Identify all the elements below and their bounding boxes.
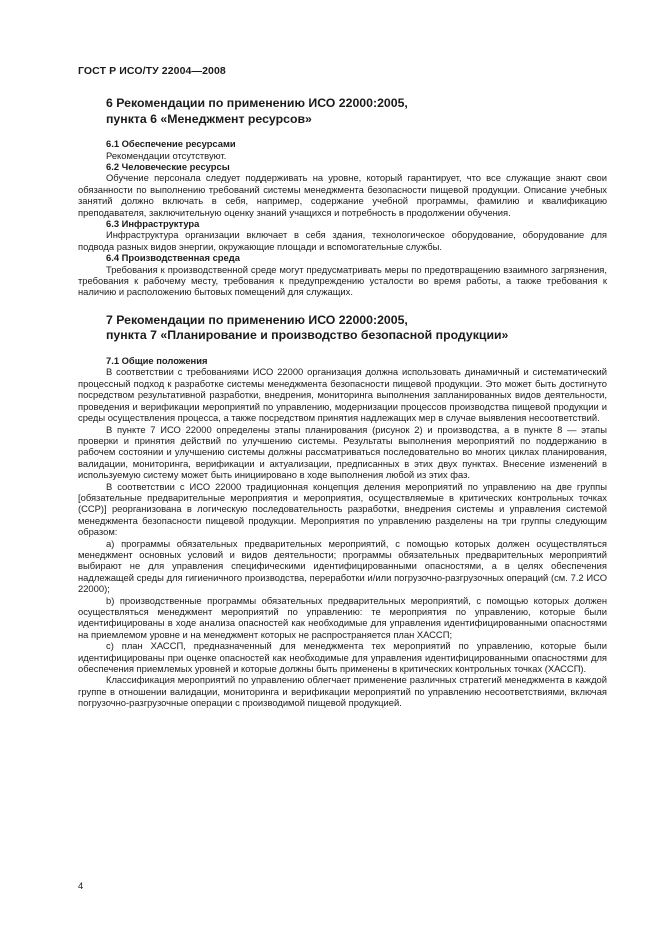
paragraph: В соответствии с ИСО 22000 традиционная концепция деления мероприятий по управлению на две группы [обязательные предварительные мероприятия и мероприятия, осуществляемые в критических контрольных точках (ССР)] реорганизована в логическую последовательность разработки, внедрения системы и управления системой менеджмента безопасности пищевой продукции. Мероприятия по управлению разделены на три группы следующим образом: — [78, 480, 607, 538]
subsection-6-1-text: Рекомендации отсутствуют. — [106, 149, 227, 161]
list-item-c: c) план ХАССП, предназначенный для менеджмента тех мероприятий по управлению, которые были идентифицированы при оценке опасностей как необходимые для управления идентифицированными опасностями для обеспечения приемлемых уровней и которые должны быть применены в критических контрольных точках (ХАССП). — [78, 640, 607, 675]
document-header: ГОСТ Р ИСО/ТУ 22004—2008 — [78, 65, 226, 77]
section-7-title-line-1: 7 Рекомендации по применению ИСО 22000:2005, — [106, 312, 408, 327]
section-6-title — [78, 96, 607, 127]
section-6-title-line-1: 6 Рекомендации по применению ИСО 22000:2005, — [106, 96, 408, 110]
subsection-6-4-text: Требования к производственной среде могут предусматривать меры по предотвращению взаимного загрязнения, требования к рабочему месту, требования к предупреждению усталости во время работы, а также требования к наличию и расположению бытовых помещений для служащих. — [78, 263, 607, 298]
paragraph: Классификация мероприятий по управлению облегчает применение различных стратегий менеджмента в каждой группе в отношении валидации, мониторинга и верификации мероприятий по управлению несоответствиями, включая погрузочно-разгрузочные операции с производимой пищевой продукцией. — [78, 674, 607, 709]
document-body — [78, 96, 607, 709]
subsection-6-1-heading: 6.1 Обеспечение ресурсами — [106, 138, 236, 150]
paragraph: В соответствии с требованиями ИСО 22000 организация должна использовать динамичный и систематический процессный подход к разработке системы менеджмента безопасности пищевой продукции. Это может быть достигнуто посредством результативной разработки, внедрения, мониторинга выполнения запланированных видов деятельности, проведения и верификации мероприятий по управлению, модернизации процессов производства пищевой продукции и среды осуществления процесса, а также посредством принятия надлежащих мер в случае выявления несоответствий. — [78, 366, 607, 424]
page-number: 4 — [78, 880, 84, 891]
subsection-6-3-heading: 6.3 Инфраструктура — [106, 218, 200, 230]
section-6-title-line-2: пункта 6 «Менеджмент ресурсов» — [106, 111, 312, 126]
paragraph: В пункте 7 ИСО 22000 определены этапы планирования (рисунок 2) и производства, а в пункте 8 — этапы проверки и принятия действий по улучшению системы. Результаты выполнения мероприятий по поддержанию в рабочем состоянии и улучшению системы должны рассматриваться последовательно во многих циклах планирования, валидации, мониторинга, верификации и актуализации, предписанных в этих двух пунктах. Внесение изменений в используемую систему может быть инициировано в ходе выполнения любой из этих фаз. — [78, 423, 607, 481]
subsection-6-3-text: Инфраструктура организации включает в себя здания, технологическое оборудование, оборудование для подвода разных видов энергии, окружающие площади и вспомогательные службы. — [78, 229, 607, 252]
section-7-title — [78, 313, 607, 344]
section-7-title-line-2: пункта 7 «Планирование и производство безопасной продукции» — [106, 328, 509, 343]
subsection-6-2-heading: 6.2 Человеческие ресурсы — [106, 161, 230, 172]
subsection-7-1-heading: 7.1 Общие положения — [106, 355, 208, 367]
list-item-a: a) программы обязательных предварительных мероприятий, с помощью которых должен осуществляться менеджмент основных условий и видов деятельности; программы обязательных предварительных мероприятий выбирают не для управления специфическими идентифицированными опасностями, а в целях обеспечения надлежащей среды для гигиеничного производства, переработки и/или погрузочно-разгрузочных операций (см. 7.2 ИСО 22000); — [78, 537, 607, 595]
subsection-6-4-heading: 6.4 Производственная среда — [106, 252, 240, 264]
list-item-b: b) производственные программы обязательных предварительных мероприятий, с помощью которых должен осуществляться менеджмент мероприятий по управлению: те мероприятия по управлению, которые были идентифицированы в ходе анализа опасностей как необходимые для управления идентифицированными опасностями на приемлемом уровне и на менеджмент которых не распространяется план ХАССП; — [78, 594, 607, 640]
subsection-6-2-text: Обучение персонала следует поддерживать на уровне, который гарантирует, что все служащие знают свои обязанности по выполнению требований системы менеджмента безопасности пищевой продукции. Описание учебных занятий должно включать в себя, например, содержание учебной программы, фамилию и квалификацию преподавателя, заключительную оценку знаний учащихся и потребность в продолжении обучения. — [78, 172, 607, 218]
